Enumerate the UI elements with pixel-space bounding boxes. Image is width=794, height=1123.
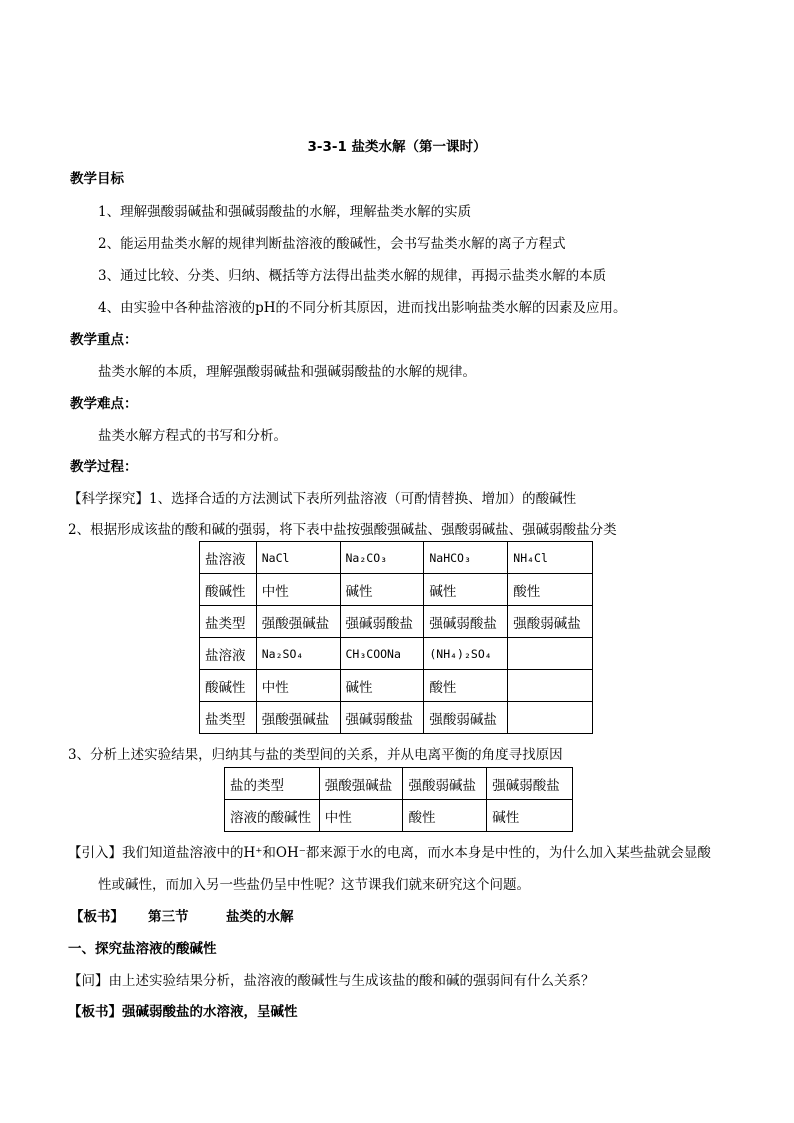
- table-cell: 酸性: [403, 800, 487, 832]
- process-heading: 教学过程：: [70, 459, 138, 475]
- page-title: 3-3-1 盐类水解（第一课时）: [307, 139, 487, 155]
- board-section-name: 盐类的水解: [226, 909, 294, 925]
- table-cell: 强酸弱碱盐: [424, 702, 508, 734]
- table-row: [225, 768, 573, 800]
- table-cell: 强酸强碱盐: [256, 606, 340, 638]
- objectives-heading: 教学目标: [70, 171, 124, 187]
- table-cell: 盐溶液: [200, 638, 257, 670]
- table-cell: Na₂CO₃: [340, 542, 424, 574]
- table-cell: NH₄Cl: [508, 542, 593, 574]
- table-cell: 碱性: [487, 800, 573, 832]
- table-cell: 强碱弱酸盐: [424, 606, 508, 638]
- table-cell: 盐的类型: [225, 768, 320, 800]
- table-cell: [508, 702, 593, 734]
- table-row: [200, 574, 593, 606]
- table-cell: 盐溶液: [200, 542, 257, 574]
- board-tag: 【板书】: [70, 909, 124, 925]
- table-row: [200, 670, 593, 702]
- key-points-text: 盐类水解的本质，理解强酸弱碱盐和强碱弱酸盐的水解的规律。: [98, 364, 476, 380]
- table-cell: 盐类型: [200, 702, 257, 734]
- inquiry-step-3: 3、分析上述实验结果，归纳其与盐的类型间的关系，并从电离平衡的角度寻找原因: [68, 747, 563, 763]
- objective-item: 1、理解强酸弱碱盐和强碱弱酸盐的水解，理解盐类水解的实质: [98, 204, 472, 220]
- inquiry-step-1: 【科学探究】1、选择合适的方法测试下表所列盐溶液（可酌情替换、增加）的酸碱性: [68, 491, 577, 507]
- table-cell: 强碱弱酸盐: [340, 702, 424, 734]
- table-cell: 碱性: [340, 670, 424, 702]
- table-cell: 强酸弱碱盐: [403, 768, 487, 800]
- intro-paragraph-line-1: 【引入】我们知道盐溶液中的H⁺和OH⁻都来源于水的电离，而水本身是中性的，为什么加入某些盐就会显酸: [68, 845, 711, 861]
- table-cell: 酸碱性: [200, 670, 257, 702]
- table-row: [200, 702, 593, 734]
- question-text: 【问】由上述实验结果分析，盐溶液的酸碱性与生成该盐的酸和碱的强弱间有什么关系？: [68, 973, 595, 989]
- table-cell: 碱性: [424, 574, 508, 606]
- table-cell: 溶液的酸碱性: [225, 800, 320, 832]
- table-cell: 盐类型: [200, 606, 257, 638]
- table-row: [200, 606, 593, 638]
- table-row: [200, 638, 593, 670]
- key-points-heading: 教学重点：: [70, 332, 138, 348]
- board-section-number: 第三节: [148, 909, 189, 925]
- board-conclusion: 【板书】强碱弱酸盐的水溶液，呈碱性: [68, 1004, 298, 1020]
- difficulties-text: 盐类水解方程式的书写和分析。: [98, 428, 287, 444]
- table-cell: Na₂SO₄: [256, 638, 340, 670]
- table-cell: [508, 638, 593, 670]
- table-cell: 碱性: [340, 574, 424, 606]
- table-cell: NaCl: [256, 542, 340, 574]
- subsection-heading: 一、探究盐溶液的酸碱性: [68, 941, 217, 957]
- table-cell: 酸性: [424, 670, 508, 702]
- table-cell: 强酸强碱盐: [319, 768, 403, 800]
- table-row: [200, 542, 593, 574]
- table-cell: 酸碱性: [200, 574, 257, 606]
- table-row: [225, 800, 573, 832]
- table-cell: 酸性: [508, 574, 593, 606]
- intro-paragraph-line-2: 性或碱性，而加入另一些盐仍呈中性呢？这节课我们就来研究这个问题。: [98, 877, 530, 893]
- salt-type-acidity-table: [224, 767, 573, 832]
- table-cell: 中性: [256, 670, 340, 702]
- objective-item: 3、通过比较、分类、归纳、概括等方法得出盐类水解的规律，再揭示盐类水解的本质: [98, 268, 607, 284]
- table-cell: 中性: [319, 800, 403, 832]
- table-cell: 中性: [256, 574, 340, 606]
- table-cell: 强碱弱酸盐: [340, 606, 424, 638]
- salt-classification-table: [199, 541, 593, 734]
- table-cell: NaHCO₃: [424, 542, 508, 574]
- table-cell: 强碱弱酸盐: [487, 768, 573, 800]
- table-cell: 强酸强碱盐: [256, 702, 340, 734]
- inquiry-step-2: 2、根据形成该盐的酸和碱的强弱，将下表中盐按强酸强碱盐、强酸弱碱盐、强碱弱酸盐分类: [68, 522, 617, 538]
- objective-item: 2、能运用盐类水解的规律判断盐溶液的酸碱性，会书写盐类水解的离子方程式: [98, 236, 566, 252]
- table-cell: (NH₄)₂SO₄: [424, 638, 508, 670]
- table-cell: [508, 670, 593, 702]
- objective-item: 4、由实验中各种盐溶液的pH的不同分析其原因，进而找出影响盐类水解的因素及应用。: [98, 300, 627, 316]
- table-cell: CH₃COONa: [340, 638, 424, 670]
- table-cell: 强酸弱碱盐: [508, 606, 593, 638]
- difficulties-heading: 教学难点：: [70, 396, 138, 412]
